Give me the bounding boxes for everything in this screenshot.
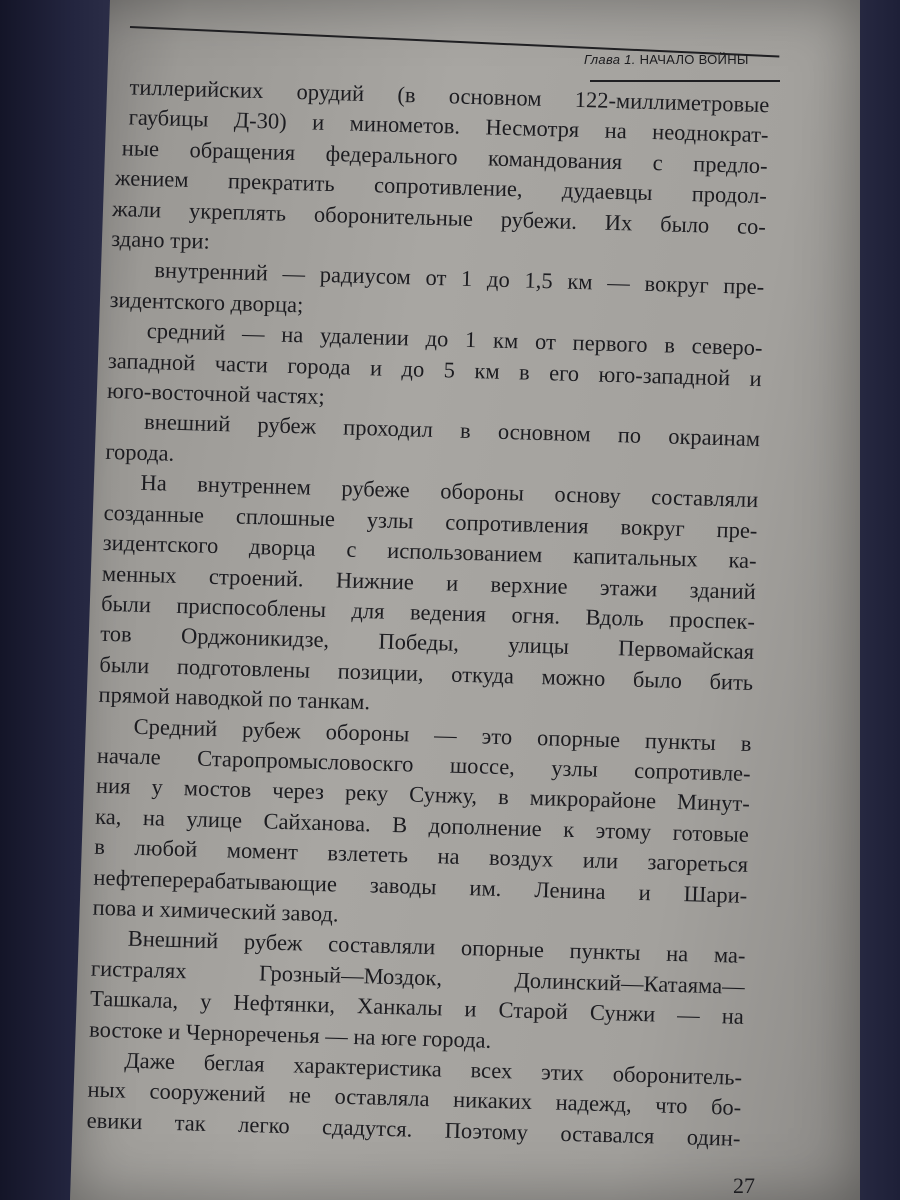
text-line: Даже беглая характеристика всех этих оборонитель- — [124, 1047, 743, 1090]
text-line: были приспособлены для ведения огня. Вдоль проспек- — [100, 590, 756, 634]
text-line: прямой наводкой по танкам. — [98, 681, 371, 715]
text-line: были подготовлены позиции, откуда можно было бить — [99, 651, 754, 695]
text-line: созданные сплошные узлы сопротивления вокруг пре- — [103, 499, 758, 543]
text-line: внутренний — радиусом от 1 до 1,5 км — вокруг пре- — [154, 257, 765, 300]
text-line: пова и химический завод. — [92, 894, 339, 927]
text-line: средний — на удалении до 1 км от первого в северо- — [146, 318, 763, 361]
text-line: гистралях Грозный—Моздок, Долинский—Катаяма— — [90, 955, 746, 999]
text-line: зидентского дворца; — [109, 286, 304, 318]
text-line: жением прекратить сопротивление, дудаевцы продол- — [114, 165, 768, 209]
text-line: тов Орджоникидзе, Победы, улицы Первомайская — [99, 621, 755, 665]
text-line: менных строений. Нижние и верхние этажи зданий — [101, 560, 757, 604]
text-line: зидентского дворца с использованием капитальных ка- — [102, 529, 757, 574]
text-line: ния у мостов через реку Сунжу, в микрорайоне Минут- — [95, 773, 751, 817]
text-line: Ташкала, у Нефтянки, Ханкалы и Старой Сунжи — на — [89, 985, 745, 1030]
text-line: Средний рубеж обороны — это опорные пункты в — [133, 713, 752, 756]
text-line: нефтеперерабатывающие заводы им. Ленина и Шари- — [93, 864, 748, 908]
text-line: жали укреплять оборонительные рубежи. Их было со- — [111, 195, 767, 239]
header-underline — [590, 80, 780, 82]
text-line: гаубицы Д-30) и минометов. Несмотря на неоднократ- — [128, 104, 769, 148]
text-line: начале Старопромысловоскго шоссе, узлы сопротивле- — [96, 742, 751, 786]
text-line: внешний рубеж проходил в основном по окраинам — [143, 409, 761, 452]
body-text — [86, 72, 769, 1154]
running-head — [584, 52, 784, 67]
text-line: На внутреннем рубеже обороны основу составляли — [140, 470, 759, 513]
text-line: в любой момент взлететь на воздух или загореться — [94, 833, 749, 878]
text-line: города. — [105, 438, 175, 466]
chapter-title: НАЧАЛО ВОЙНЫ — [639, 52, 749, 67]
text-line: ка, на улице Сайханова. В дополнение к этому готовые — [94, 803, 750, 847]
text-line: западной части города и до 5 км в его юго-западной и — [107, 347, 763, 391]
text-line: евики так легко сдадутся. Поэтому оставался один- — [86, 1107, 741, 1151]
text-line: востоке и Чернореченья — на юге города. — [88, 1016, 492, 1053]
text-line: здано три: — [111, 225, 211, 254]
chapter-number: Глава 1. — [584, 52, 636, 67]
text-line: тиллерийских орудий (в основном 122-миллиметровые — [129, 74, 770, 118]
text-line: ные обращения федерального командования с предло- — [121, 135, 768, 179]
text-line: юго-восточной частях; — [106, 377, 326, 410]
page-number: 27 — [733, 1173, 755, 1198]
text-line: Внешний рубеж составляли опорные пункты на ма- — [127, 926, 746, 969]
text-line: ных сооружений не оставляла никаких надежд, что бо- — [87, 1077, 742, 1121]
